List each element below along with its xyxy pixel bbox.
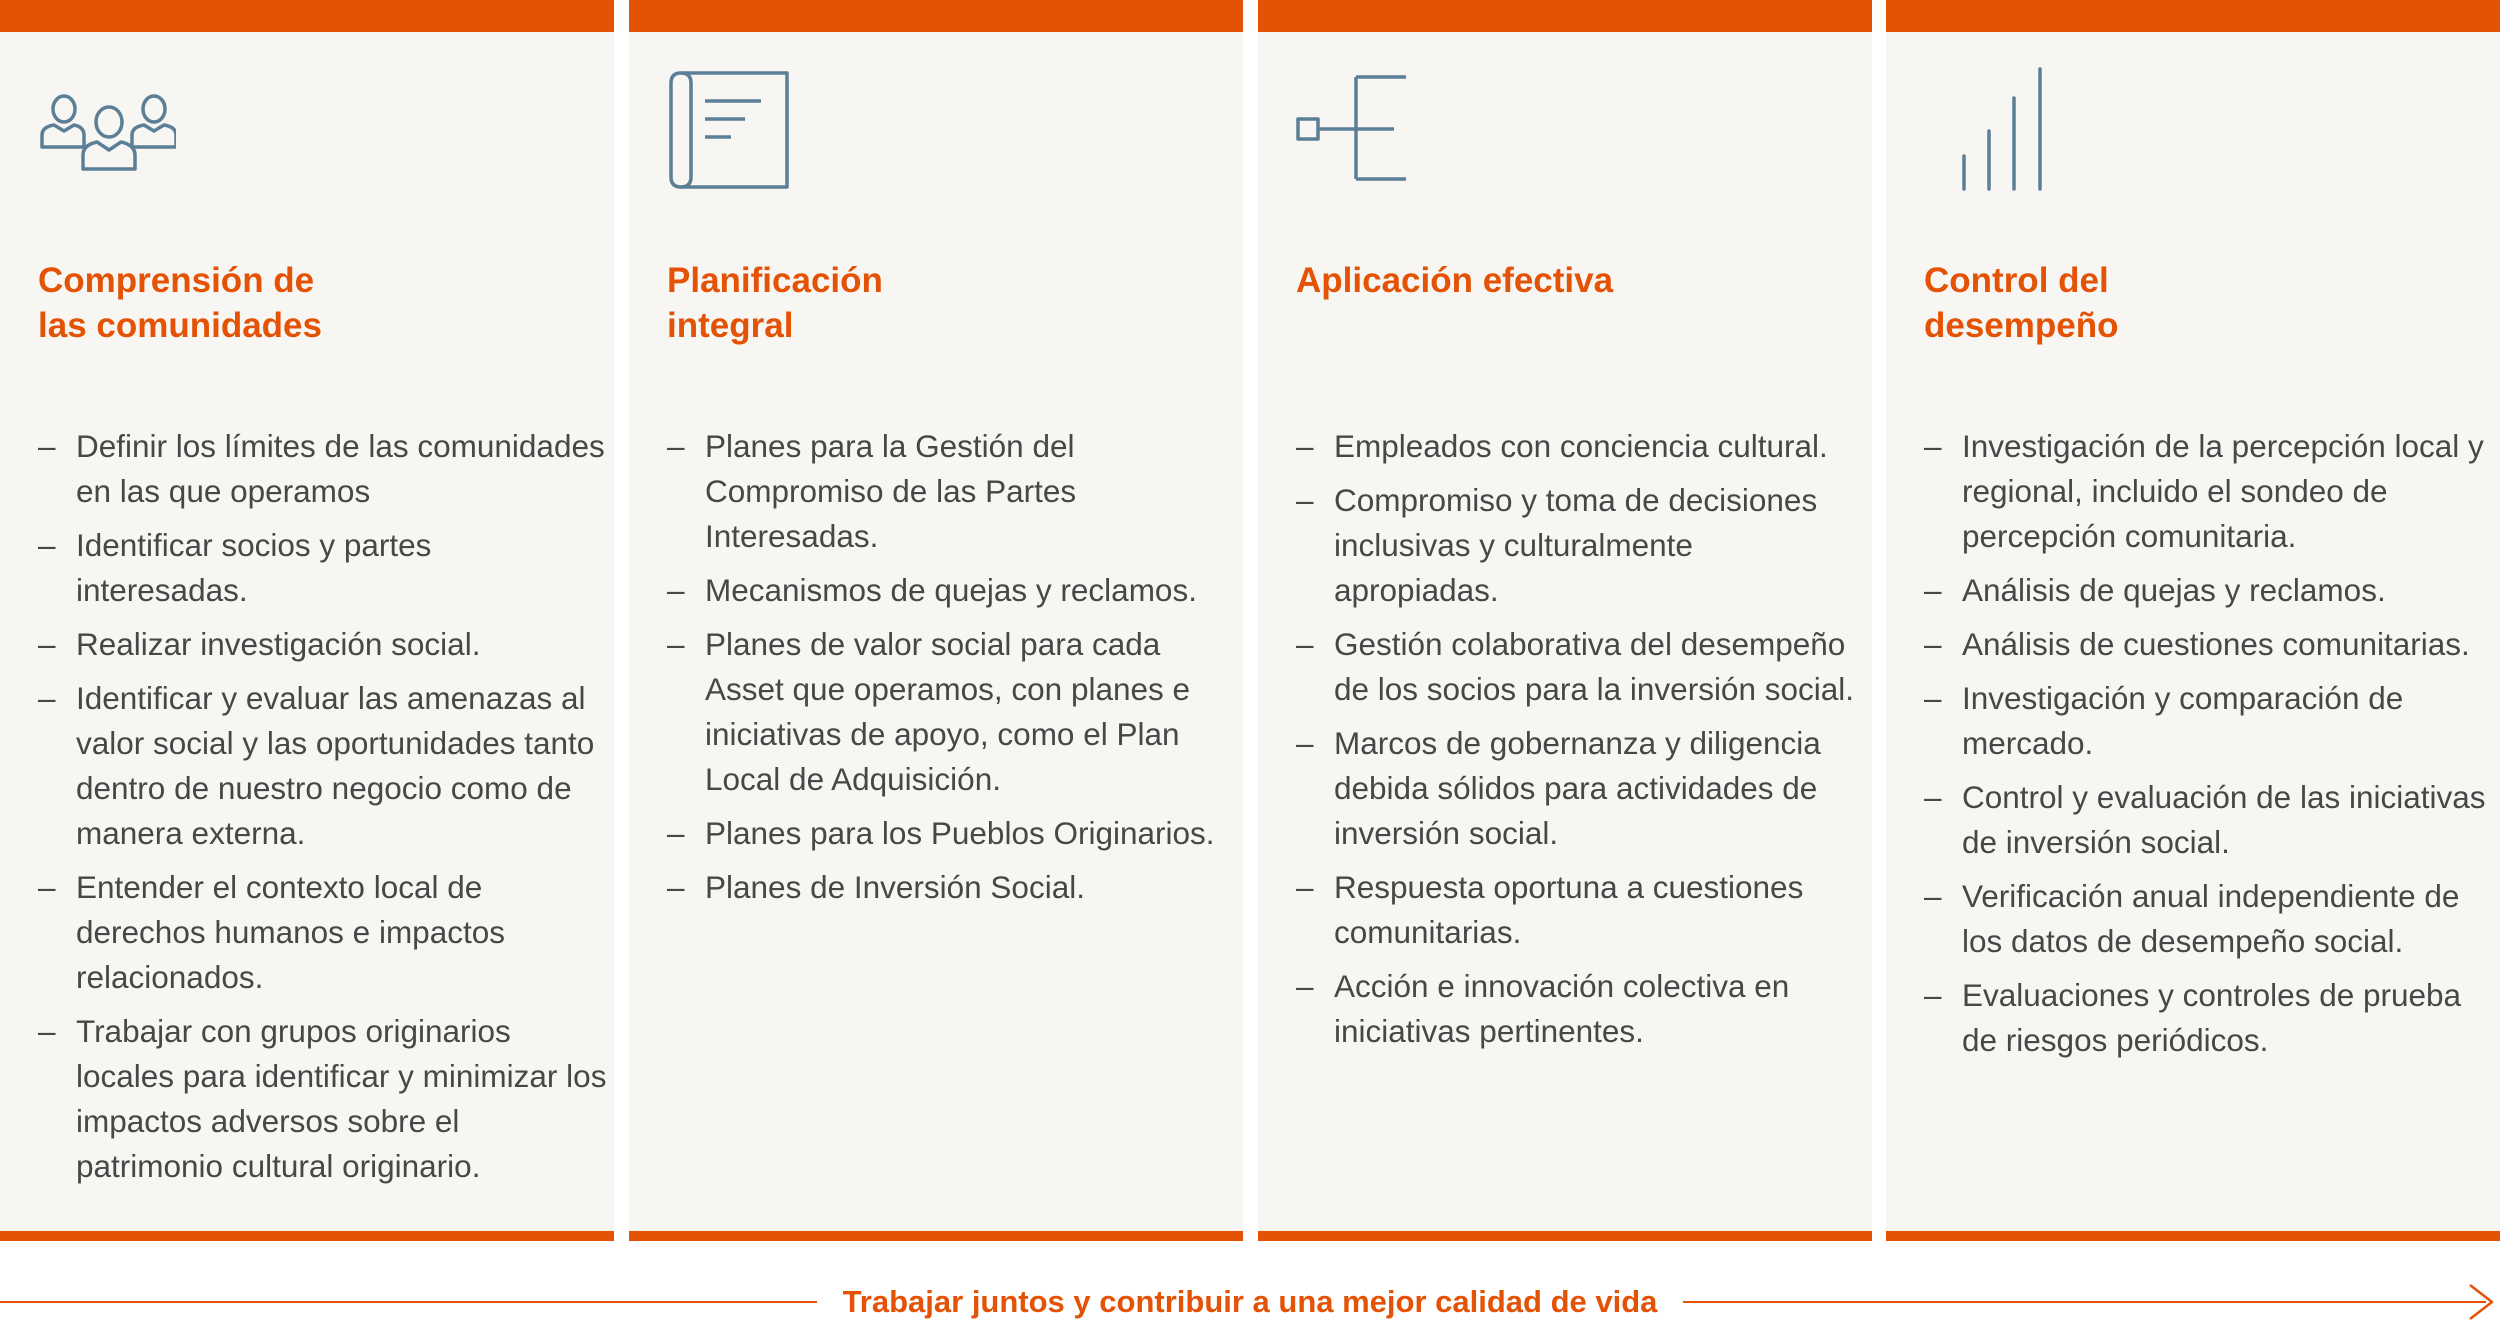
footer-flow	[0, 1280, 2500, 1324]
item-list	[667, 424, 1237, 919]
branch-connector-icon	[1294, 65, 1434, 195]
column-bottom-bar	[629, 1231, 1243, 1241]
column-top-bar	[1886, 0, 2500, 32]
column-bottom-bar	[0, 1231, 614, 1241]
list-item: – Planes para la Gestión del Compromiso de las Partes Interesadas.	[667, 424, 1237, 559]
list-item: – Gestión colaborativa del desempeño de los socios para la inversión social.	[1296, 622, 1866, 712]
column-understanding-communities	[0, 0, 614, 1241]
bar-chart-icon	[1922, 65, 2062, 195]
item-list	[1924, 424, 2494, 1072]
list-item: – Planes de Inversión Social.	[667, 865, 1237, 910]
column-title: Aplicación efectiva	[1296, 261, 1614, 300]
list-item: – Identificar socios y partes interesadas.	[38, 523, 608, 613]
column-top-bar	[1258, 0, 1872, 32]
list-item: – Marcos de gobernanza y diligencia debida sólidos para actividades de inversión social.	[1296, 721, 1866, 856]
list-item: – Investigación y comparación de mercado.	[1924, 676, 2494, 766]
item-list	[38, 424, 608, 1198]
list-item: – Investigación de la percepción local y regional, incluido el sondeo de percepción comunitaria.	[1924, 424, 2494, 559]
list-item: – Análisis de quejas y reclamos.	[1924, 568, 2494, 613]
list-item: – Entender el contexto local de derechos humanos e impactos relacionados.	[38, 865, 608, 1000]
document-scroll-icon	[665, 65, 805, 195]
list-item: – Empleados con conciencia cultural.	[1296, 424, 1866, 469]
column-top-bar	[629, 0, 1243, 32]
list-item: – Identificar y evaluar las amenazas al valor social y las oportunidades tanto dentro de nuestro negocio como de manera externa.	[38, 676, 608, 856]
item-list	[1296, 424, 1866, 1063]
list-item: – Realizar investigación social.	[38, 622, 608, 667]
column-effective-application	[1258, 0, 1872, 1241]
list-item: – Planes para los Pueblos Originarios.	[667, 811, 1237, 856]
list-item: – Evaluaciones y controles de prueba de riesgos periódicos.	[1924, 973, 2494, 1063]
list-item: – Acción e innovación colectiva en iniciativas pertinentes.	[1296, 964, 1866, 1054]
column-performance-control	[1886, 0, 2500, 1241]
column-bottom-bar	[1886, 1231, 2500, 1241]
list-item: – Compromiso y toma de decisiones inclusivas y culturalmente apropiadas.	[1296, 478, 1866, 613]
column-title: Control del desempeño	[1924, 261, 2119, 345]
list-item: – Verificación anual independiente de los datos de desempeño social.	[1924, 874, 2494, 964]
list-item: – Trabajar con grupos originarios locales para identificar y minimizar los impactos adversos sobre el patrimonio cultural originario.	[38, 1009, 608, 1189]
column-integral-planning	[629, 0, 1243, 1241]
list-item: – Control y evaluación de las iniciativas de inversión social.	[1924, 775, 2494, 865]
column-title: Planificación integral	[667, 261, 883, 345]
list-item: – Definir los límites de las comunidades en las que operamos	[38, 424, 608, 514]
people-group-icon	[36, 65, 176, 195]
list-item: – Planes de valor social para cada Asset que operamos, con planes e iniciativas de apoyo, como el Plan Local de Adquisición.	[667, 622, 1237, 802]
column-title: Comprensión de las comunidades	[38, 261, 322, 345]
column-top-bar	[0, 0, 614, 32]
list-item: – Mecanismos de quejas y reclamos.	[667, 568, 1237, 613]
arrow-right-icon	[2468, 1283, 2494, 1321]
footer-label: Trabajar juntos y contribuir a una mejor calidad de vida	[0, 1280, 2500, 1324]
column-bottom-bar	[1258, 1231, 1872, 1241]
list-item: – Análisis de cuestiones comunitarias.	[1924, 622, 2494, 667]
list-item: – Respuesta oportuna a cuestiones comunitarias.	[1296, 865, 1866, 955]
